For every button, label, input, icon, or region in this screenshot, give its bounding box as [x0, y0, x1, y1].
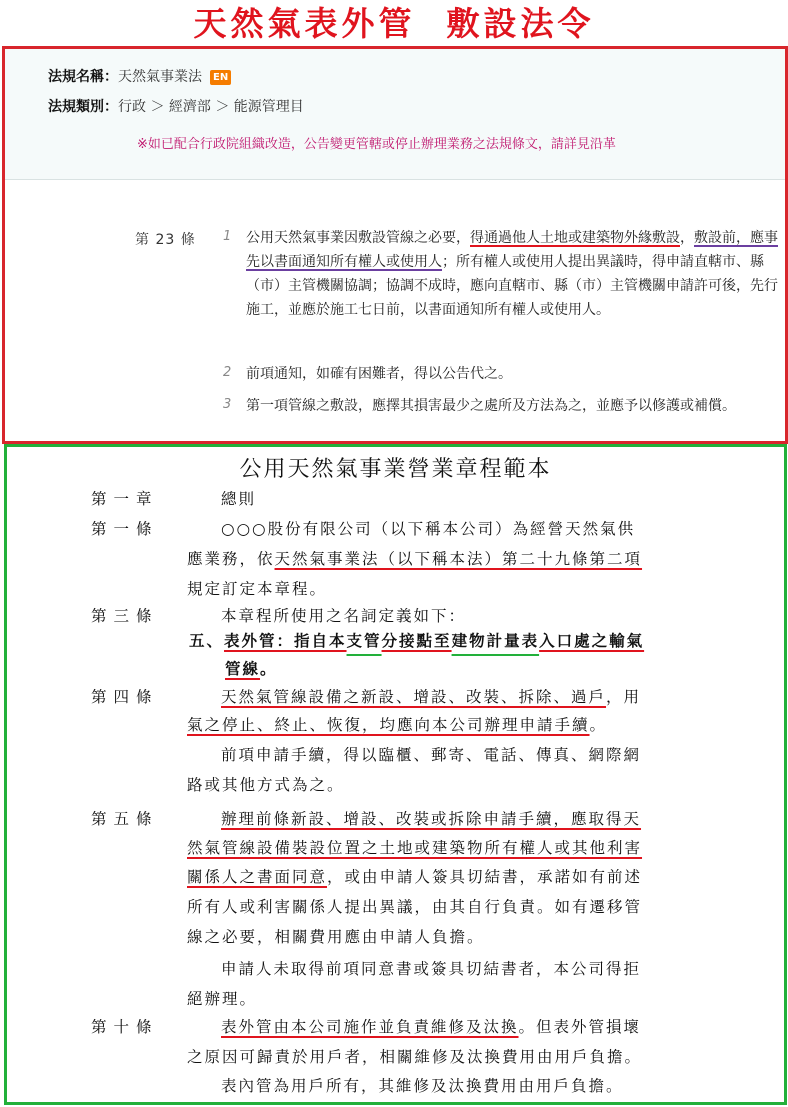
- highlight-red: 然氣管線設備裝設位置之土地或建築物所有權人或其他利害: [187, 839, 643, 857]
- article-5-line: [187, 865, 642, 887]
- law-category-key: 法規類別：: [48, 99, 118, 115]
- law-category-row: [48, 97, 304, 117]
- article-3-line: 本章程所使用之名詞定義如下：: [221, 607, 467, 625]
- article-5-label: 第五條: [91, 810, 159, 828]
- law-meta: [5, 49, 785, 180]
- p1-text-c: ，: [680, 230, 694, 246]
- article-10-line: 表內管為用戶所有，其維修及汰換費用由用戶負擔。: [221, 1077, 624, 1095]
- article-1-line: [187, 547, 642, 569]
- highlight-red: 天然氣管線設備之新設、增設、改裝、拆除、過戶: [221, 688, 607, 706]
- article-4-line: 前項申請手續，得以臨櫃、郵寄、電話、傳真、網際網: [221, 746, 642, 764]
- p1-highlight-purple: 敷設前，應事先以書面通知所有權人或使用人: [246, 230, 778, 270]
- article-5-line: [221, 807, 641, 829]
- chapter-1-title: 總則: [221, 490, 257, 508]
- law-excerpt-panel: [2, 46, 788, 444]
- law-category-value: 行政 ＞ 經濟部 ＞ 能源管理目: [118, 99, 304, 115]
- paragraph-number: 1: [223, 229, 232, 244]
- highlight-red: 天然氣事業法（以下稱本法）第二十九條第二項: [274, 550, 643, 568]
- highlight-red: 氣之停止、終止、恢復，均應向本公司辦理申請手續: [187, 716, 590, 734]
- article-10-label: 第十條: [91, 1018, 159, 1036]
- paragraph-number: 3: [223, 397, 232, 412]
- highlight-red: 表外管由本公司施作並負責維修及汰換: [221, 1018, 519, 1036]
- article-3-label: 第三條: [91, 607, 159, 625]
- law-notice: ※如已配合行政院組織改造，公告變更管轄或停止辦理業務之法規條文，請詳見沿革: [137, 137, 616, 152]
- article-3-definition-cont: [225, 657, 278, 679]
- en-badge[interactable]: EN: [210, 70, 231, 85]
- highlight-green: 支管: [346, 631, 382, 650]
- article-5-line: 絕辦理。: [187, 990, 258, 1008]
- text-run: ，用: [606, 688, 642, 706]
- law-name-key: 法規名稱：: [48, 69, 118, 85]
- highlight-red: 表外管：指自本: [224, 631, 347, 650]
- article-5-line: [187, 836, 642, 858]
- law-name-row: [48, 67, 231, 87]
- article-10-line: [221, 1015, 641, 1037]
- p1-text-a: 公用天然氣事業因敷設管線之必要，: [246, 230, 470, 246]
- p1-highlight-red: 得通過他人土地或建築物外緣敷設: [470, 230, 680, 246]
- article-4-line: 路或其他方式為之。: [187, 776, 345, 794]
- paragraph-2: 前項通知，如確有困難者，得以公告代之。: [246, 366, 512, 382]
- paragraph-number: 2: [223, 365, 232, 380]
- page-title: 天然氣表外管 敷設法令: [193, 4, 595, 43]
- article-10-line: 之原因可歸責於用戶者，相關維修及汰換費用由用戶負擔。: [187, 1048, 643, 1066]
- article-4-line: [221, 685, 641, 707]
- paragraph-1: [246, 226, 778, 322]
- article-number: 第 23 條: [135, 232, 196, 248]
- article-1-label: 第一條: [91, 520, 159, 538]
- article-5-line: 所有人或利害關係人提出異議，由其自行負責。如有遷移管: [187, 898, 643, 916]
- highlight-red: 關係人之書面同意: [187, 868, 328, 886]
- paragraph-3: 第一項管線之敷設，應擇其損害最少之處所及方法為之，並應予以修護或補償。: [246, 398, 736, 414]
- highlight-green: 建物計量表: [451, 631, 540, 650]
- text-run: 。但表外管損壞: [518, 1018, 642, 1036]
- article-23: [5, 207, 785, 444]
- charter-document-panel: [4, 444, 787, 1105]
- article-4-line: [187, 713, 607, 735]
- highlight-red: 入口處之輸氣: [539, 631, 645, 650]
- text-run: 。: [260, 659, 278, 678]
- article-1-line: ○○○股份有限公司（以下稱本公司）為經營天然氣供: [221, 520, 636, 538]
- article-4-label: 第四條: [91, 688, 159, 706]
- chapter-1-label: 第一章: [91, 490, 159, 508]
- p1-text-e: ；所有權人或使用人提出異議時，得申請直轄市、縣（市）主管機關協調；協調不成時，應向直轄市、縣（市）主管機關申請許可後，先行施工，並應於施工七日前，以書面通知所有權人或使用人。: [246, 254, 778, 318]
- article-1-line: 規定訂定本章程。: [187, 580, 328, 598]
- charter-title: 公用天然氣事業營業章程範本: [239, 457, 552, 482]
- article-5-line: 申請人未取得前項同意書或簽具切結書者，本公司得拒: [221, 960, 642, 978]
- article-5-line: 線之必要，相關費用應由申請人負擔。: [187, 928, 485, 946]
- text-run: 。: [589, 716, 608, 734]
- highlight-red: 分接點至: [381, 631, 452, 650]
- law-name-link[interactable]: 天然氣事業法: [118, 69, 202, 85]
- article-3-definition: [189, 629, 644, 651]
- text-run: 五、: [189, 631, 225, 650]
- highlight-red: 管線: [225, 659, 261, 678]
- text-run: ，或由申請人簽具切結書，承諾如有前述: [327, 868, 643, 886]
- text-run: 應業務，依: [187, 550, 275, 568]
- highlight-red: 辦理前條新設、增設、改裝或拆除申請手續，應取得天: [221, 810, 642, 828]
